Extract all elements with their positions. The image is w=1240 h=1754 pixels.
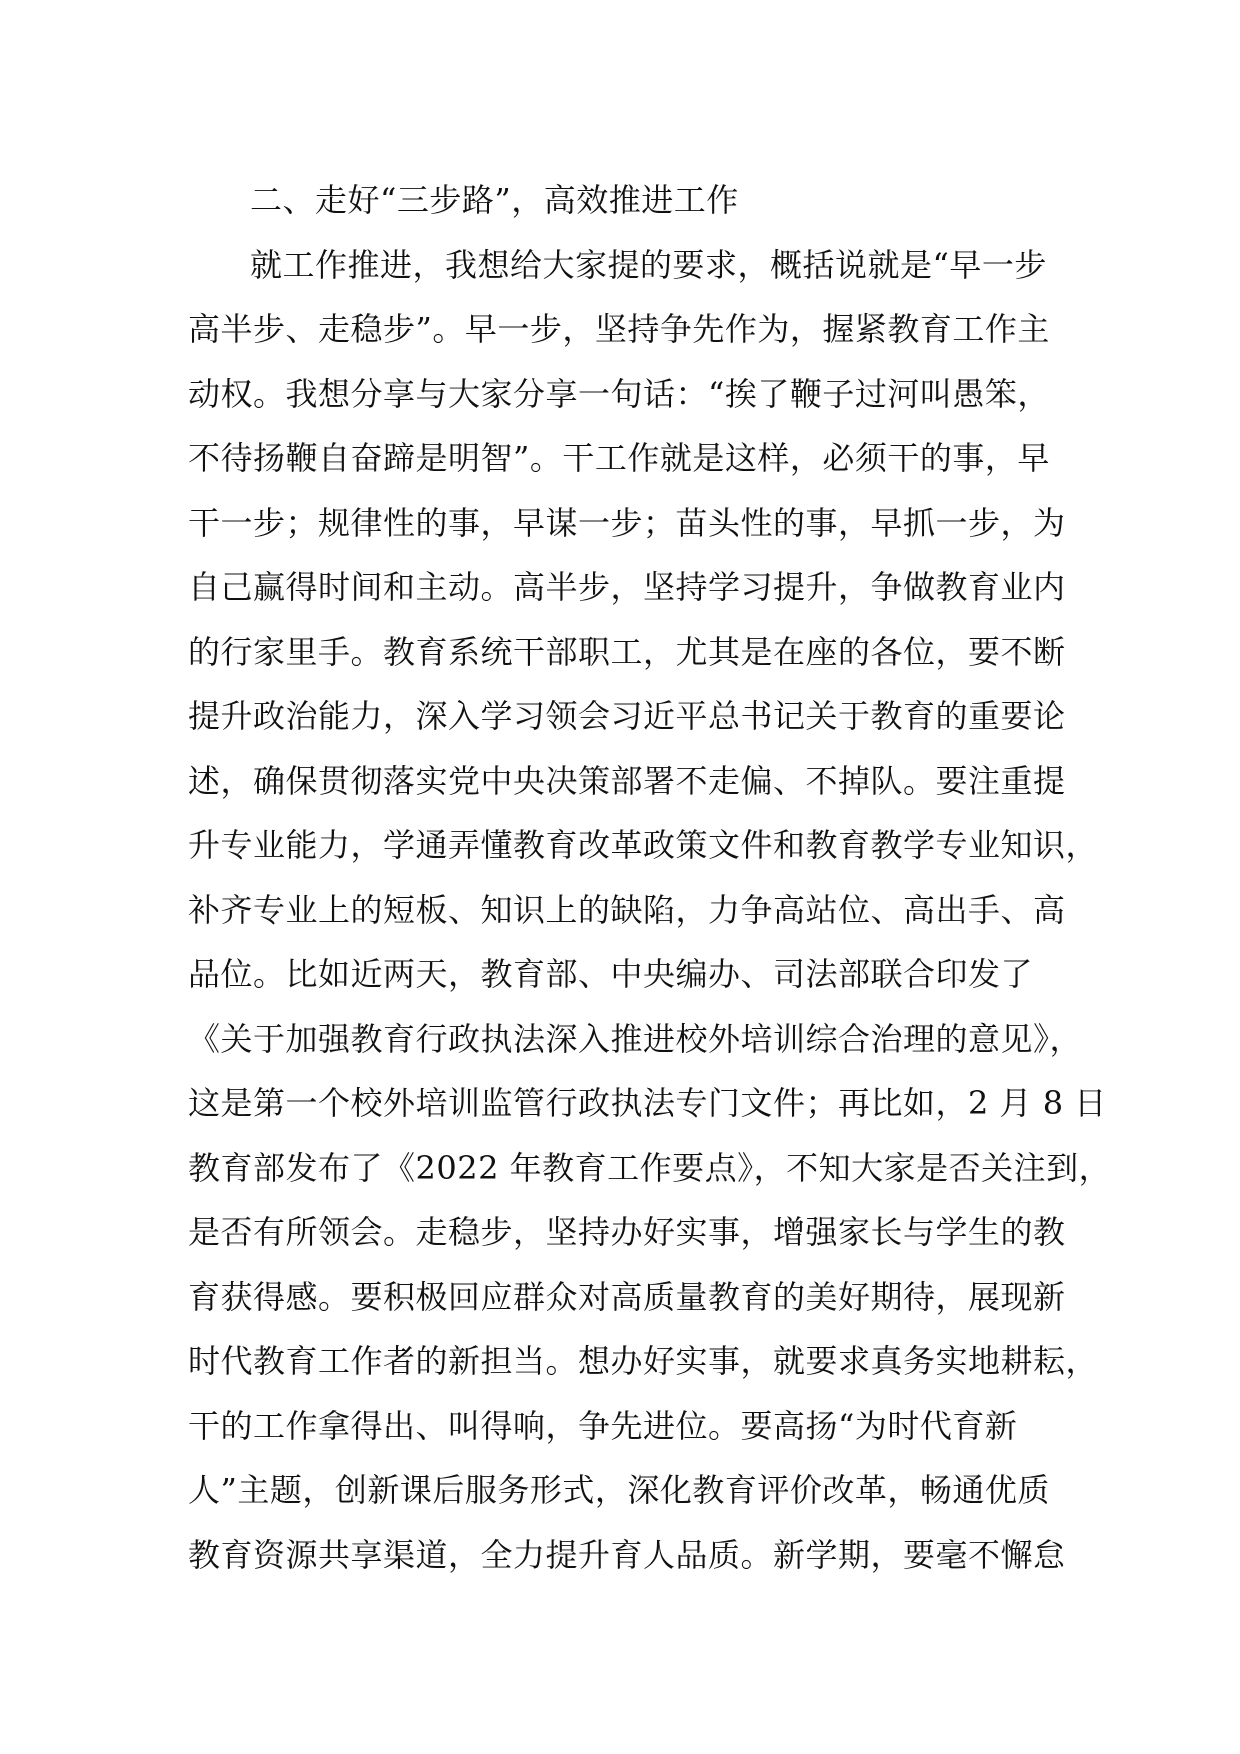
paragraph-line: 升专业能力，学通弄懂教育改革政策文件和教育教学专业知识， [188,826,1099,864]
paragraph-line: 的行家里手。教育系统干部职工，尤其是在座的各位，要不断 [188,632,1066,671]
paragraph-line: 干的工作拿得出、叫得响，争先进位。要高扬“为时代育新 [188,1406,1018,1445]
paragraph-line: 提升政治能力，深入学习领会习近平总书记关于教育的重要论 [188,697,1066,735]
paragraph-line: 育获得感。要积极回应群众对高质量教育的美好期待，展现新 [188,1277,1066,1316]
paragraph-line: 补齐专业上的短板、知识上的缺陷，力争高站位、高出手、高 [188,890,1066,929]
paragraph-line: 这是第一个校外培训监管行政执法专门文件；再比如，2 月 8 日 [188,1084,1107,1122]
paragraph-line: 人”主题，创新课后服务形式，深化教育评价改革，畅通优质 [188,1471,1050,1509]
section-heading: 二、走好“三步路”，高效推进工作 [250,181,739,219]
paragraph-line: 动权。我想分享与大家分享一句话：“挨了鞭子过河叫愚笨， [188,374,1050,413]
paragraph-line: 教育部发布了《2022 年教育工作要点》，不知大家是否关注到， [188,1148,1112,1187]
paragraph-line: 时代教育工作者的新担当。想办好实事，就要求真务实地耕耘， [188,1342,1099,1380]
paragraph-line: 《关于加强教育行政执法深入推进校外培训综合治理的意见》， [188,1019,1083,1058]
paragraph-line: 是否有所领会。走稳步，坚持办好实事，增强家长与学生的教 [188,1213,1066,1251]
paragraph-line: 品位。比如近两天，教育部、中央编办、司法部联合印发了 [188,955,1034,993]
paragraph-line: 教育资源共享渠道，全力提升育人品质。新学期，要毫不懈怠 [188,1535,1066,1574]
paragraph-line: 自己赢得时间和主动。高半步，坚持学习提升，争做教育业内 [188,568,1066,606]
paragraph-line: 干一步；规律性的事，早谋一步；苗头性的事，早抓一步，为 [188,503,1066,542]
paragraph-line: 述，确保贯彻落实党中央决策部署不走偏、不掉队。要注重提 [188,761,1066,800]
paragraph-line: 就工作推进，我想给大家提的要求，概括说就是“早一步 [250,245,1047,284]
paragraph-line: 高半步、走稳步”。早一步，坚持争先作为，握紧教育工作主 [188,310,1050,348]
paragraph-line: 不待扬鞭自奋蹄是明智”。干工作就是这样，必须干的事，早 [188,439,1050,477]
document-body [188,168,1112,1587]
